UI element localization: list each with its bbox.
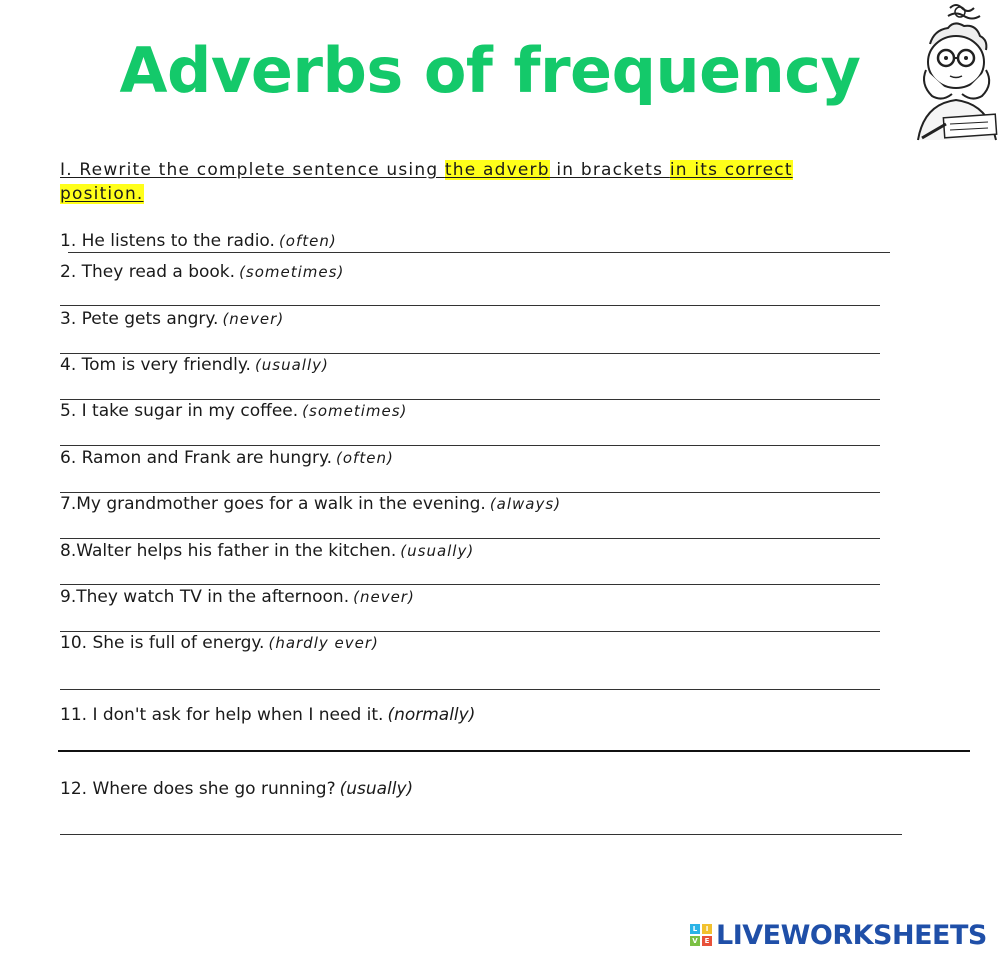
- question-hint: (often): [278, 232, 337, 250]
- thinking-boy-illustration: [908, 0, 1000, 145]
- question-hint: (hardly ever): [268, 634, 379, 652]
- brand-name: LIVEWORKSHEETS: [716, 919, 987, 951]
- question-1: [60, 231, 337, 251]
- question-6: [60, 448, 394, 468]
- answer-line-9[interactable]: [60, 631, 880, 632]
- answer-line-3[interactable]: [60, 353, 880, 354]
- question-hint: (always): [489, 495, 562, 513]
- question-text: 8.Walter helps his father in the kitchen.: [60, 541, 397, 561]
- question-12: [60, 779, 413, 799]
- answer-line-10[interactable]: [60, 689, 880, 690]
- question-3: [60, 309, 284, 329]
- question-hint: (usually): [339, 779, 414, 799]
- question-hint: (never): [222, 310, 285, 328]
- question-4: [60, 355, 329, 375]
- question-5: [60, 401, 407, 421]
- answer-line-7[interactable]: [60, 538, 880, 539]
- answer-line-12[interactable]: [60, 834, 902, 835]
- instruction-highlight-position: in its correct position.: [60, 160, 793, 204]
- question-text: 7.My grandmother goes for a walk in the evening.: [60, 494, 486, 514]
- question-8: [60, 541, 474, 561]
- logo-letter: I: [702, 924, 712, 934]
- question-text: 4. Tom is very friendly.: [60, 355, 251, 375]
- question-2: [60, 262, 344, 282]
- question-hint: (sometimes): [302, 402, 408, 420]
- question-hint: (sometimes): [239, 263, 345, 281]
- question-text: 10. She is full of energy.: [60, 633, 265, 653]
- question-text: 3. Pete gets angry.: [60, 309, 219, 329]
- answer-line-8[interactable]: [60, 584, 880, 585]
- question-11: [60, 705, 475, 725]
- instruction-part1: I. Rewrite the complete sentence using: [60, 160, 445, 180]
- answer-line-2[interactable]: [60, 305, 880, 306]
- question-hint: (often): [336, 449, 394, 467]
- question-hint: (normally): [387, 705, 476, 725]
- answer-line-6[interactable]: [60, 492, 880, 493]
- answer-line-5[interactable]: [60, 445, 880, 446]
- answer-line-4[interactable]: [60, 399, 880, 400]
- question-9: [60, 587, 415, 607]
- question-text: 11. I don't ask for help when I need it.: [60, 705, 384, 725]
- question-text: 1. He listens to the radio.: [60, 231, 275, 251]
- question-text: 9.They watch TV in the afternoon.: [60, 587, 350, 607]
- question-7: [60, 494, 561, 514]
- question-hint: (usually): [254, 356, 329, 374]
- instruction-part2: in brackets: [549, 160, 670, 180]
- question-text: 6. Ramon and Frank are hungry.: [60, 448, 333, 468]
- logo-letter: V: [690, 936, 700, 946]
- instruction-highlight-adverb: the adverb: [444, 160, 550, 180]
- question-10: [60, 633, 379, 653]
- question-hint: (usually): [400, 542, 475, 560]
- page-title: Adverbs of frequency: [119, 34, 861, 107]
- question-text: 5. I take sugar in my coffee.: [60, 401, 299, 421]
- question-hint: (never): [353, 588, 415, 606]
- question-text: 12. Where does she go running?: [60, 779, 336, 799]
- logo-letter: L: [690, 924, 700, 934]
- answer-line-1[interactable]: [68, 252, 890, 253]
- answer-line-11[interactable]: [58, 750, 970, 752]
- question-text: 2. They read a book.: [60, 262, 236, 282]
- liveworksheets-brand: [690, 918, 987, 952]
- instruction-text: [60, 158, 820, 206]
- logo-letter: E: [702, 936, 712, 946]
- liveworksheets-logo-icon: [690, 924, 712, 946]
